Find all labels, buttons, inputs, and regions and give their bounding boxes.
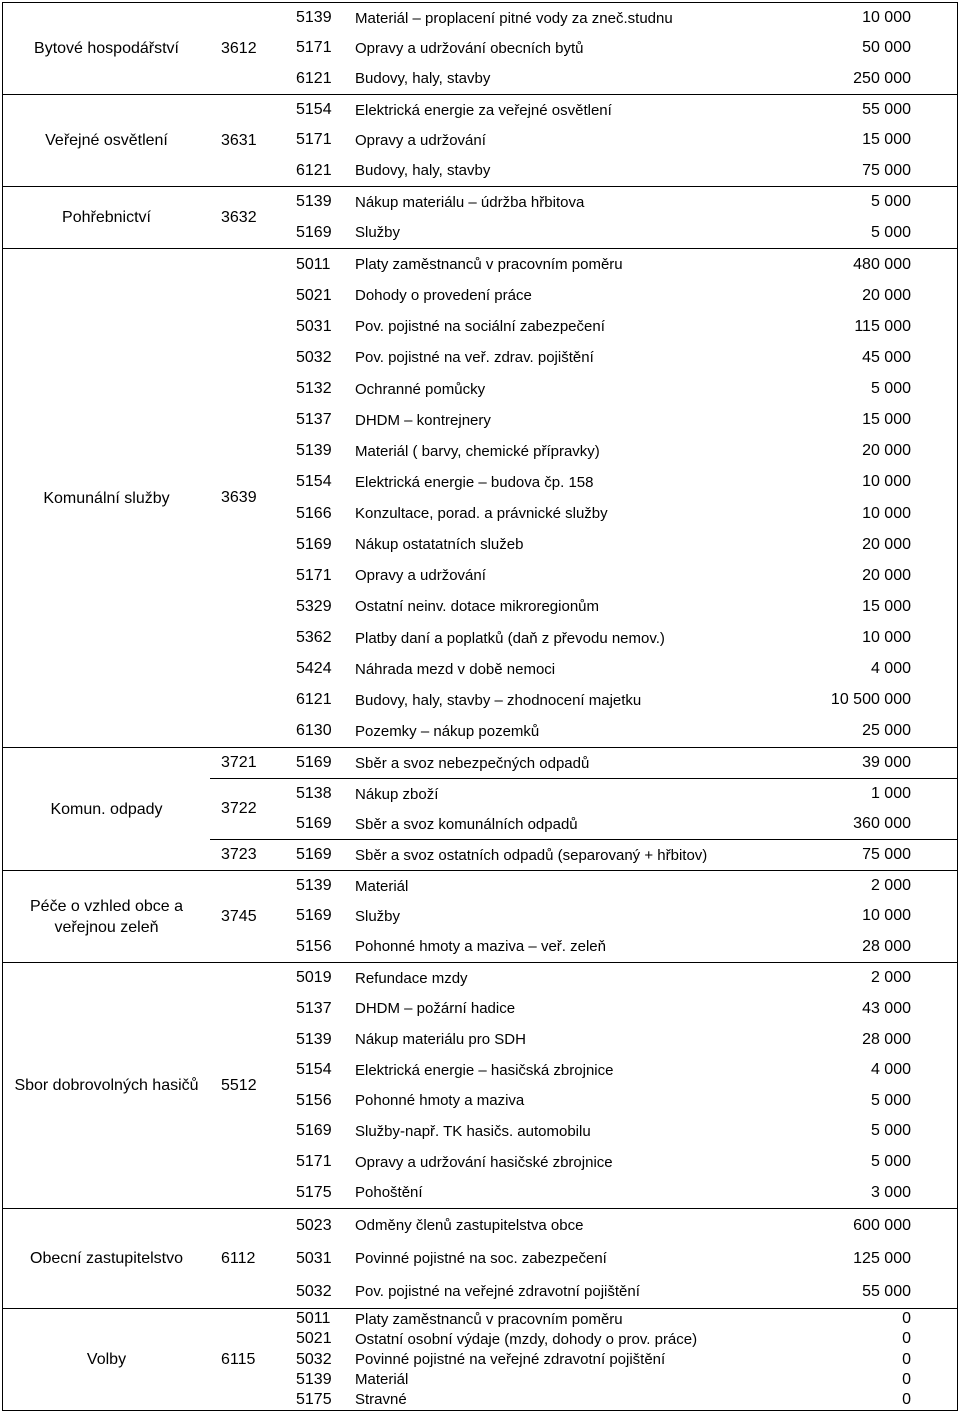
item-code: 5139 [296,442,332,460]
budget-row [286,1329,957,1349]
item-description: Materiál [355,1371,409,1389]
item-description: Pohonné hmoty a maziva – veř. zeleň [355,938,606,956]
budget-row [286,125,957,155]
item-list [286,779,957,839]
item-description: Budovy, haly, stavby [355,70,491,88]
budget-row [286,95,957,125]
item-code: 5139 [296,1030,332,1048]
item-description: Pov. pojistné na veř. zdrav. pojištění [355,349,594,367]
item-amount: 15 000 [862,411,911,429]
budget-section [3,870,957,962]
item-amount: 43 000 [862,999,911,1017]
paragraph-block [210,839,957,870]
budget-row [286,374,957,405]
item-code: 5011 [296,255,331,273]
item-code: 5031 [296,317,332,335]
item-amount: 15 000 [862,131,911,149]
item-amount: 0 [902,1350,911,1368]
item-code: 5175 [296,1390,332,1408]
budget-section [3,3,957,94]
budget-row [286,436,957,467]
item-amount: 5 000 [870,1153,911,1171]
item-description: Ostatní neinv. dotace mikroregionům [355,598,600,616]
paragraph-block [210,1209,957,1308]
item-code: 5169 [296,815,332,832]
item-code: 5169 [296,223,332,241]
item-amount: 4 000 [870,660,911,678]
paragraph-list [210,95,957,186]
item-code: 5424 [296,660,332,678]
item-code: 6121 [296,161,332,179]
paragraph-code: 3722 [221,800,257,817]
item-amount: 20 000 [862,535,911,553]
item-amount: 0 [902,1310,911,1328]
item-description: Materiál – proplacení pitné vody za zneč.studnu [355,9,673,27]
item-amount: 25 000 [862,722,911,740]
item-code: 5169 [296,1122,332,1140]
budget-row [286,932,957,962]
budget-section [3,1208,957,1308]
item-code: 6130 [296,722,332,740]
item-amount: 480 000 [853,255,911,273]
section-name: Veřejné osvětlení [45,132,168,149]
budget-row [286,1349,957,1369]
item-amount: 39 000 [862,754,911,771]
budget-row [286,623,957,654]
budget-row [286,311,957,342]
item-code: 5021 [296,1330,332,1348]
item-amount: 0 [902,1330,911,1348]
item-description: Dohody o provedení práce [355,287,532,305]
item-code: 5138 [296,785,332,802]
item-description: Opravy a udržování [355,567,486,585]
item-code: 5169 [296,754,332,771]
budget-row [286,249,957,280]
paragraph-list [210,187,957,248]
item-description: Služby-např. TK hasičs. automobilu [355,1122,591,1140]
budget-row [286,779,957,809]
item-code: 5023 [296,1216,332,1234]
item-description: Platy zaměstnanců v pracovním poměru [355,256,623,274]
item-amount: 10 000 [862,9,911,27]
item-description: Opravy a udržování [355,131,486,149]
item-amount: 5 000 [870,193,911,211]
item-description: Pohoštění [355,1184,423,1202]
item-amount: 0 [902,1370,911,1388]
budget-row [286,342,957,373]
item-description: Odměny členů zastupitelstva obce [355,1217,584,1234]
item-code: 5031 [296,1249,332,1267]
budget-row [286,716,957,747]
item-code: 5169 [296,846,332,863]
item-list [286,748,957,778]
item-amount: 2 000 [870,969,911,987]
item-amount: 55 000 [862,1282,911,1300]
budget-row [286,1242,957,1275]
item-amount: 5 000 [870,1091,911,1109]
section-name: Bytové hospodářství [34,40,179,57]
item-description: Služby [355,907,401,925]
item-amount: 115 000 [854,317,911,335]
paragraph-block [210,1309,957,1410]
item-description: DHDM – požární hadice [355,1000,516,1018]
item-description: Sběr a svoz komunálních odpadů [355,815,578,833]
budget-row [286,1055,957,1086]
item-description: Platby daní a poplatků (daň z převodu nemov.) [355,629,665,647]
budget-row [286,901,957,931]
item-amount: 20 000 [862,442,911,460]
item-code: 5175 [296,1183,332,1201]
paragraph-list [210,963,957,1208]
paragraph-code: 3745 [221,907,257,925]
item-description: Elektrická energie za veřejné osvětlení [355,101,612,119]
paragraph-list [210,1309,957,1410]
budget-row [286,218,957,249]
budget-row [286,809,957,839]
item-amount: 10 000 [862,504,911,522]
paragraph-block [210,3,957,94]
section-name: Obecní zastupitelstvo [30,1250,183,1267]
budget-row [286,3,957,33]
item-code: 5137 [296,411,332,429]
budget-row [286,280,957,311]
item-description: Pohonné hmoty a maziva [355,1092,525,1110]
section-name: Komunální služby [43,489,170,507]
budget-row [286,560,957,591]
item-code: 5154 [296,101,332,119]
item-code: 5171 [296,566,332,584]
item-amount: 10 000 [862,473,911,491]
paragraph-code: 5512 [221,1076,257,1094]
budget-row [286,685,957,716]
item-code: 5171 [296,131,332,149]
budget-row [286,64,957,94]
section-name: Volby [86,1351,127,1368]
item-list [286,1209,957,1308]
item-amount: 600 000 [853,1216,911,1234]
item-list [286,1309,957,1410]
paragraph-code: 3612 [221,39,257,57]
item-code: 6121 [296,691,332,709]
paragraph-code: 3721 [221,754,257,771]
paragraph-block [210,249,957,747]
item-description: Refundace mzdy [355,969,468,987]
item-amount: 125 000 [853,1249,911,1267]
item-amount: 20 000 [862,286,911,304]
item-amount: 5 000 [870,380,911,398]
item-description: Nákup ostatatních služeb [355,536,524,554]
item-code: 5139 [296,9,332,27]
budget-row [286,1147,957,1178]
item-code: 5156 [296,937,332,955]
budget-section [3,186,957,248]
budget-section [3,248,957,747]
paragraph-list [210,249,957,747]
budget-row [286,156,957,186]
item-amount: 20 000 [862,566,911,584]
item-amount: 10 000 [862,629,911,647]
item-list [286,963,957,1208]
item-description: Budovy, haly, stavby [355,162,491,180]
item-amount: 4 000 [870,1061,911,1079]
item-description: Povinné pojistné na soc. zabezpečení [355,1250,607,1267]
item-description: DHDM – kontrejnery [355,411,491,429]
item-amount: 75 000 [862,161,911,179]
item-description: Materiál [355,877,409,895]
paragraph-list [210,1209,957,1308]
budget-row [286,654,957,685]
item-code: 5032 [296,1350,332,1368]
budget-row [286,1309,957,1329]
item-amount: 3 000 [870,1183,911,1201]
item-description: Opravy a udržování obecních bytů [355,39,584,57]
item-description: Ochranné pomůcky [355,380,486,398]
paragraph-code: 3639 [221,489,257,506]
item-description: Elektrická energie – hasičská zbrojnice [355,1061,614,1079]
paragraph-block [210,748,957,778]
item-list [286,840,957,870]
budget-row [286,1024,957,1055]
item-description: Stravné [355,1391,407,1409]
item-amount: 5 000 [870,223,911,241]
paragraph-block [210,963,957,1208]
item-description: Služby [355,224,401,242]
budget-row [286,994,957,1025]
paragraph-code: 3631 [221,131,257,149]
item-description: Sběr a svoz nebezpečných odpadů [355,754,590,772]
item-description: Povinné pojistné na veřejné zdravotní pojištění [355,1351,666,1368]
item-description: Budovy, haly, stavby – zhodnocení majetku [355,691,642,709]
item-description: Konzultace, porad. a právnické služby [355,505,608,523]
item-code: 5011 [296,1310,331,1328]
budget-row [286,187,957,218]
paragraph-block [210,871,957,962]
item-amount: 45 000 [862,348,911,366]
item-code: 5171 [296,1153,332,1171]
item-description: Sběr a svoz ostatních odpadů (separovaný + hřbitov) [355,846,708,864]
item-code: 5139 [296,193,332,211]
item-amount: 250 000 [853,69,911,87]
item-amount: 10 500 000 [830,691,911,709]
item-list [286,871,957,962]
budget-row [286,591,957,622]
budget-row [286,405,957,436]
item-description: Materiál ( barvy, chemické přípravky) [355,442,600,460]
item-description: Platy zaměstnanců v pracovním poměru [355,1310,623,1328]
item-code: 5032 [296,1282,332,1300]
item-description: Pozemky – nákup pozemků [355,722,540,740]
item-code: 5156 [296,1091,332,1109]
paragraph-code: 3632 [221,208,257,226]
item-amount: 5 000 [870,1122,911,1140]
budget-section [3,962,957,1208]
item-description: Opravy a udržování hasičské zbrojnice [355,1153,613,1171]
paragraph-code: 3723 [221,846,257,863]
paragraph-block [210,187,957,248]
item-code: 5021 [296,286,332,304]
item-amount: 1 000 [870,785,911,802]
budget-section [3,1308,957,1410]
budget-row [286,529,957,560]
budget-row [286,1275,957,1308]
item-description: Pov. pojistné na veřejné zdravotní pojištění [355,1283,640,1300]
item-code: 5137 [296,999,332,1017]
item-code: 6121 [296,69,332,87]
item-list [286,95,957,186]
item-code: 5139 [296,1370,332,1388]
item-amount: 55 000 [862,101,911,119]
paragraph-block [210,95,957,186]
item-code: 5019 [296,969,332,987]
item-code: 5329 [296,597,332,615]
item-code: 5032 [296,348,332,366]
budget-row [286,840,957,870]
item-amount: 75 000 [862,846,911,863]
budget-row [286,1116,957,1147]
item-code: 5169 [296,907,332,925]
paragraph-list [210,748,957,870]
paragraph-block [210,778,957,839]
item-code: 5154 [296,1061,332,1079]
section-name: Pohřebnictví [62,209,151,226]
item-amount: 360 000 [853,815,911,832]
item-code: 5166 [296,504,332,522]
item-description: Elektrická energie – budova čp. 158 [355,473,594,491]
budget-row [286,963,957,994]
budget-row [286,1209,957,1242]
item-code: 5154 [296,473,332,491]
item-amount: 50 000 [862,39,911,57]
budget-row [286,1370,957,1390]
item-description: Nákup materiálu pro SDH [355,1031,526,1049]
item-list [286,187,957,248]
item-amount: 15 000 [862,597,911,615]
budget-row [286,1086,957,1117]
paragraph-list [210,3,957,94]
item-amount: 28 000 [862,937,911,955]
section-name: Sbor dobrovolných hasičů [14,1077,199,1094]
budget-row [286,1390,957,1410]
item-code: 5169 [296,535,332,553]
section-name: Komun. odpady [50,800,163,818]
item-list [286,249,957,747]
budget-row [286,498,957,529]
section-name: Péče o vzhled obce a veřejnou zeleň [30,897,183,936]
budget-table [2,2,958,1411]
item-description: Náhrada mezd v době nemoci [355,660,556,678]
item-description: Ostatní osobní výdaje (mzdy, dohody o prov. práce) [355,1330,698,1348]
item-amount: 2 000 [870,877,911,895]
item-amount: 0 [902,1390,911,1408]
item-description: Nákup zboží [355,785,439,803]
item-code: 5132 [296,380,332,398]
item-code: 5139 [296,877,332,895]
item-description: Nákup materiálu – údržba hřbitova [355,193,585,211]
paragraph-list [210,871,957,962]
paragraph-code: 6115 [221,1350,256,1368]
item-code: 5171 [296,39,332,57]
budget-row [286,748,957,778]
item-amount: 10 000 [862,907,911,925]
budget-row [286,871,957,901]
item-list [286,3,957,94]
budget-row [286,1177,957,1208]
paragraph-code: 6112 [221,1249,256,1267]
item-amount: 28 000 [862,1030,911,1048]
budget-row [286,467,957,498]
budget-section [3,747,957,870]
item-code: 5362 [296,629,332,647]
item-description: Pov. pojistné na sociální zabezpečení [355,318,605,336]
budget-section [3,94,957,186]
budget-row [286,33,957,63]
